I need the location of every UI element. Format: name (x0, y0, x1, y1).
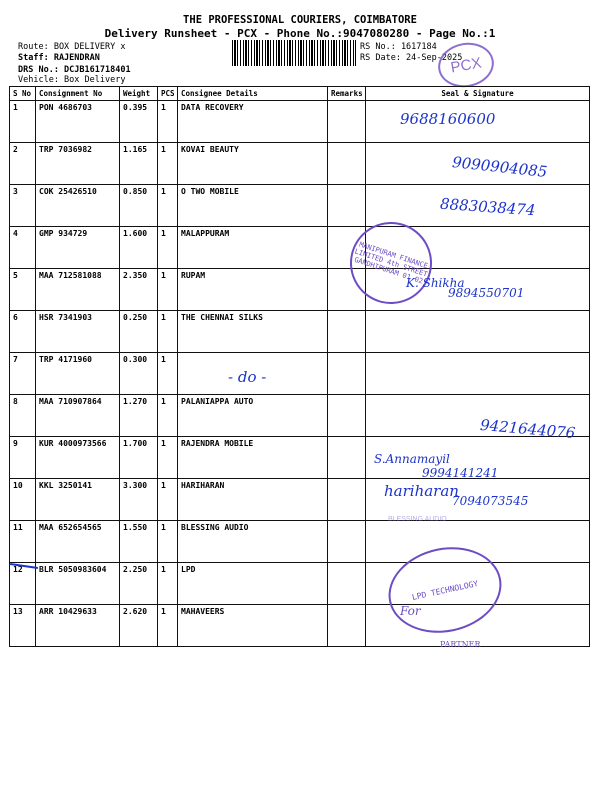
signature-row-9-phone: 9994141241 (422, 466, 499, 480)
cell-weight: 3.300 (120, 479, 158, 521)
cell-remarks (328, 437, 366, 479)
cell-sno: 13 (10, 605, 36, 647)
cell-remarks (328, 143, 366, 185)
cell-consignment: HSR 7341903 (36, 311, 120, 353)
cell-weight: 2.350 (120, 269, 158, 311)
cell-sno: 6 (10, 311, 36, 353)
col-consignment: Consignment No (36, 87, 120, 101)
cell-remarks (328, 101, 366, 143)
cell-sno: 5 (10, 269, 36, 311)
table-row (10, 437, 590, 479)
table-row (10, 311, 590, 353)
blessing-audio-stamp-text: BLESSING AUDIO (388, 516, 447, 523)
cell-consignment: KUR 4000973566 (36, 437, 120, 479)
cell-signature (366, 353, 590, 395)
signature-row-1-phone: 9688160600 (400, 110, 496, 128)
cell-remarks (328, 311, 366, 353)
staff-text: Staff: RAJENDRAN (18, 53, 100, 63)
signature-row-5-name: K. Shikha (406, 276, 465, 290)
cell-consignment: MAA 712581088 (36, 269, 120, 311)
cell-remarks (328, 353, 366, 395)
cell-remarks (328, 185, 366, 227)
table-row (10, 521, 590, 563)
table-header-row (10, 87, 590, 101)
cell-consignment: MAA 710907864 (36, 395, 120, 437)
cell-pcs: 1 (158, 395, 178, 437)
cell-consignee: MAHAVEERS (178, 605, 328, 647)
cell-weight: 0.250 (120, 311, 158, 353)
cell-weight: 0.300 (120, 353, 158, 395)
cell-consignee: RAJENDRA MOBILE (178, 437, 328, 479)
cell-pcs: 1 (158, 101, 178, 143)
cell-sno: 4 (10, 227, 36, 269)
signature-row-8-phone: 9421644076 (479, 415, 577, 443)
cell-sno: 7 (10, 353, 36, 395)
cell-weight: 1.270 (120, 395, 158, 437)
cell-weight: 0.395 (120, 101, 158, 143)
ditto-mark-row-7: - do - (228, 368, 267, 386)
cell-consignment: BLR 5050983604 (36, 563, 120, 605)
cell-consignment: TRP 7036982 (36, 143, 120, 185)
partner-text: PARTNER (440, 640, 481, 649)
col-consignee: Consignee Details (178, 87, 328, 101)
cell-pcs: 1 (158, 143, 178, 185)
cell-sno: 3 (10, 185, 36, 227)
cell-weight: 1.550 (120, 521, 158, 563)
cell-signature (366, 311, 590, 353)
cell-weight: 2.250 (120, 563, 158, 605)
col-sno: S No (10, 87, 36, 101)
cell-sno: 9 (10, 437, 36, 479)
rs-date: RS Date: 24-Sep-2025 (360, 53, 463, 63)
cell-remarks (328, 521, 366, 563)
cell-consignee: HARIHARAN (178, 479, 328, 521)
drs-number: DRS No.: DCJB161718401 (18, 65, 131, 75)
signature-row-10-phone: 7094073545 (452, 494, 529, 508)
signature-row-9-name: S.Annamayil (374, 452, 450, 466)
runsheet-subtitle: Delivery Runsheet - PCX - Phone No.:9047080280 - Page No.:1 (104, 27, 496, 40)
cell-weight: 1.600 (120, 227, 158, 269)
table-row (10, 353, 590, 395)
cell-consignee: RUPAM (178, 269, 328, 311)
rs-number: RS No.: 1617184 (360, 42, 437, 52)
cell-consignment: KKL 3250141 (36, 479, 120, 521)
cell-remarks (328, 395, 366, 437)
cell-pcs: 1 (158, 185, 178, 227)
col-pcs: PCS (158, 87, 178, 101)
cell-pcs: 1 (158, 311, 178, 353)
signature-row-10-name: hariharan (384, 482, 459, 500)
cell-consignee: MALAPPURAM (178, 227, 328, 269)
company-title: THE PROFESSIONAL COURIERS, COIMBATORE (183, 14, 417, 26)
pcx-stamp: PCX (435, 38, 498, 91)
table-row (10, 227, 590, 269)
cell-weight: 0.850 (120, 185, 158, 227)
cell-consignee: O TWO MOBILE (178, 185, 328, 227)
vehicle-text: Vehicle: Box Delivery (18, 75, 126, 85)
cell-remarks (328, 563, 366, 605)
cell-pcs: 1 (158, 227, 178, 269)
cell-consignment: MAA 652654565 (36, 521, 120, 563)
route-text: Route: BOX DELIVERY x (18, 42, 126, 52)
table-row (10, 101, 590, 143)
cell-consignment: GMP 934729 (36, 227, 120, 269)
cell-consignment: COK 25426510 (36, 185, 120, 227)
cell-consignee: BLESSING AUDIO (178, 521, 328, 563)
cell-pcs: 1 (158, 521, 178, 563)
cell-weight: 2.620 (120, 605, 158, 647)
cell-sno: 12 (10, 563, 36, 605)
cell-sno: 10 (10, 479, 36, 521)
cell-pcs: 1 (158, 353, 178, 395)
lpd-technology-stamp: LPD TECHNOLOGY (381, 537, 510, 643)
cell-sno: 11 (10, 521, 36, 563)
cell-pcs: 1 (158, 605, 178, 647)
stamp-for-text: For (400, 604, 421, 618)
cell-pcs: 1 (158, 563, 178, 605)
cell-sno: 1 (10, 101, 36, 143)
signature-row-3-phone: 8883038474 (439, 194, 536, 220)
cell-weight: 1.165 (120, 143, 158, 185)
cell-consignee: KOVAI BEAUTY (178, 143, 328, 185)
table-row (10, 563, 590, 605)
cell-remarks (328, 605, 366, 647)
cell-consignment: ARR 10429633 (36, 605, 120, 647)
cell-consignment: TRP 4171960 (36, 353, 120, 395)
finance-company-stamp: MANIPURAM FINANCE LIMITED 4th STREET GANDHIPURAM 01.02 (339, 211, 442, 314)
col-weight: Weight (120, 87, 158, 101)
cell-consignee: PALANIAPPA AUTO (178, 395, 328, 437)
cell-consignee: THE CHENNAI SILKS (178, 311, 328, 353)
cell-sno: 8 (10, 395, 36, 437)
cell-remarks (328, 479, 366, 521)
table-row (10, 605, 590, 647)
signature-row-5-phone: 9894550701 (448, 286, 525, 300)
signature-row-2-phone: 9090904085 (451, 153, 549, 181)
cell-pcs: 1 (158, 479, 178, 521)
barcode (232, 40, 356, 66)
col-signature: Seal & Signature (366, 87, 590, 101)
col-remarks: Remarks (328, 87, 366, 101)
cell-consignee: LPD (178, 563, 328, 605)
cell-pcs: 1 (158, 269, 178, 311)
cell-consignment: PON 4686703 (36, 101, 120, 143)
cell-weight: 1.700 (120, 437, 158, 479)
cell-sno: 2 (10, 143, 36, 185)
cell-consignee: DATA RECOVERY (178, 101, 328, 143)
cell-pcs: 1 (158, 437, 178, 479)
